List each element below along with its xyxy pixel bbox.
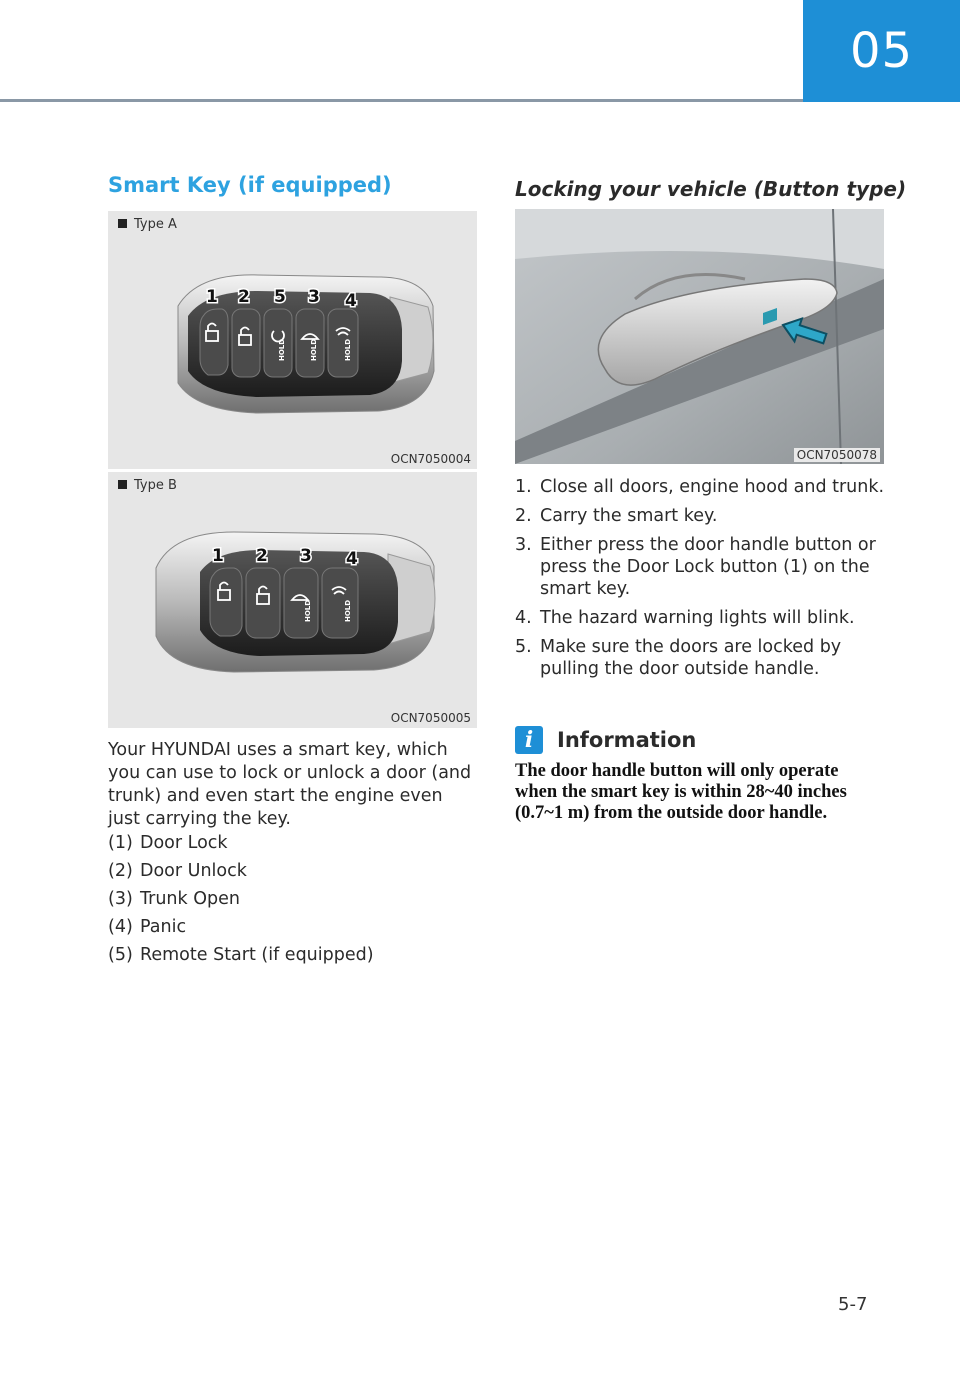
list-item [515, 476, 887, 498]
list-item-number: (3) [108, 889, 133, 909]
hold-label: HOLD [278, 338, 286, 361]
information-text: The door handle button will only operate when the smart key is within 28~40 inches (0.7~1 m) from the outside door handle. [515, 761, 847, 823]
hold-label: HOLD [310, 338, 318, 361]
figure-label [118, 217, 177, 232]
list-item-number: (5) [108, 945, 133, 965]
header-rule [0, 99, 803, 102]
list-item-number: (2) [108, 861, 133, 881]
door-handle-illustration [515, 209, 884, 464]
step-number: 2. [515, 506, 532, 526]
step-text: Either press the door handle button or press the Door Lock button (1) on the smart key. [540, 535, 876, 599]
figure-smart-key-type-b [108, 472, 477, 728]
list-item [108, 941, 374, 969]
callout-number: 4 [345, 291, 357, 311]
smart-key-button-list [108, 829, 374, 969]
smart-key-type-a-illustration [108, 211, 477, 469]
information-title: Information [557, 728, 697, 752]
hold-label: HOLD [304, 599, 312, 622]
smart-key-intro: Your HYUNDAI uses a smart key, which you can use to lock or unlock a door (and trunk) and even start the engine even just carrying the key. [108, 740, 472, 829]
locking-steps [515, 476, 887, 687]
list-item-label: Remote Start (if equipped) [140, 945, 374, 965]
page-number: 5-7 [838, 1294, 868, 1315]
square-bullet-icon [118, 219, 127, 228]
step-text: The hazard warning lights will blink. [540, 608, 855, 628]
list-item-label: Door Unlock [140, 861, 247, 881]
square-bullet-icon [118, 480, 127, 489]
step-number: 4. [515, 608, 532, 628]
figure-code: OCN7050078 [794, 448, 880, 462]
section-title-locking: Locking your vehicle (Button type) [515, 177, 907, 201]
section-title-smart-key: Smart Key (if equipped) [108, 173, 392, 197]
callout-number: 2 [238, 287, 250, 307]
list-item [108, 829, 374, 857]
info-icon: i [515, 726, 543, 754]
step-number: 3. [515, 535, 532, 555]
step-number: 1. [515, 477, 532, 497]
step-text: Close all doors, engine hood and trunk. [540, 477, 885, 497]
hold-label: HOLD [344, 599, 352, 622]
step-text: Carry the smart key. [540, 506, 718, 526]
callout-number: 1 [206, 287, 218, 307]
chapter-tab: 05 [803, 0, 960, 102]
callout-number: 4 [346, 549, 358, 569]
callout-number: 3 [308, 287, 320, 307]
figure-code: OCN7050005 [390, 711, 471, 725]
step-text: Make sure the doors are locked by pulling the door outside handle. [540, 637, 842, 679]
list-item [515, 607, 887, 629]
list-item-number: (1) [108, 833, 133, 853]
figure-label-text: Type B [134, 478, 177, 493]
list-item [515, 534, 887, 600]
list-item-label: Trunk Open [140, 889, 240, 909]
list-item [515, 636, 887, 680]
figure-door-handle [515, 209, 884, 464]
information-header [515, 725, 696, 755]
list-item [108, 857, 374, 885]
list-item [108, 885, 374, 913]
hold-label: HOLD [344, 338, 352, 361]
callout-number: 3 [300, 546, 312, 566]
figure-label [118, 478, 177, 493]
step-number: 5. [515, 637, 532, 657]
callout-number: 2 [256, 546, 268, 566]
list-item-label: Door Lock [140, 833, 228, 853]
figure-label-text: Type A [134, 217, 177, 232]
callout-number: 5 [274, 287, 286, 307]
list-item-label: Panic [140, 917, 187, 937]
list-item [108, 913, 374, 941]
list-item [515, 505, 887, 527]
figure-smart-key-type-a [108, 211, 477, 469]
list-item-number: (4) [108, 917, 133, 937]
figure-code: OCN7050004 [390, 452, 471, 466]
callout-number: 1 [212, 546, 224, 566]
smart-key-type-b-illustration [108, 472, 477, 728]
